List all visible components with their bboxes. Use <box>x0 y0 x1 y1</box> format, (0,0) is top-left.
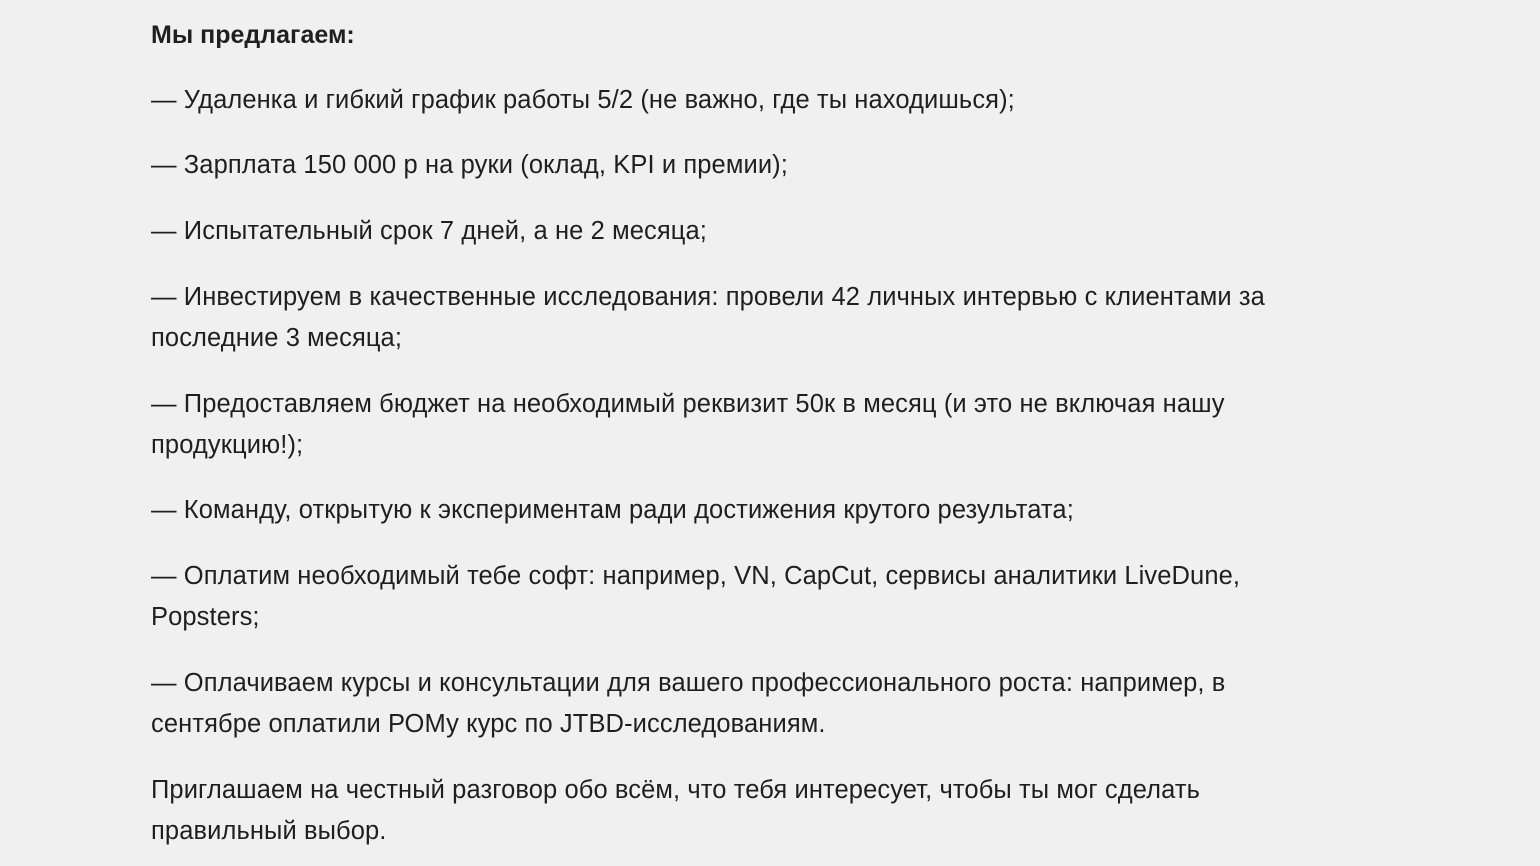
offer-item-probation: — Испытательный срок 7 дней, а не 2 месяца; <box>151 217 707 245</box>
offer-item-software: — Оплатим необходимый тебе софт: например, VN, CapCut, сервисы аналитики LiveDune, Popsters; <box>151 562 1241 631</box>
closing-invitation: Приглашаем на честный разговор обо всём, что тебя интересует, чтобы ты мог сделать правильный выбор. <box>151 776 1201 845</box>
offer-item-research: — Инвестируем в качественные исследования: провели 42 личных интервью с клиентами за последние 3 месяца; <box>151 283 1265 352</box>
offer-item-remote: — Удаленка и гибкий график работы 5/2 (не важно, где ты находишься); <box>151 86 1015 114</box>
offer-item-team: — Команду, открытую к экспериментам ради достижения крутого результата; <box>151 496 1074 524</box>
offer-heading: Мы предлагаем: <box>151 21 355 49</box>
offer-item-budget: — Предоставляем бюджет на необходимый реквизит 50к в месяц (и это не включая нашу продукцию!); <box>151 390 1225 459</box>
offer-item-salary: — Зарплата 150 000 р на руки (оклад, KPI и премии); <box>151 151 788 179</box>
offer-item-courses: — Оплачиваем курсы и консультации для вашего профессионального роста: например, в сентябре оплатили РОМу курс по JTBD-исследованиям. <box>151 669 1226 738</box>
